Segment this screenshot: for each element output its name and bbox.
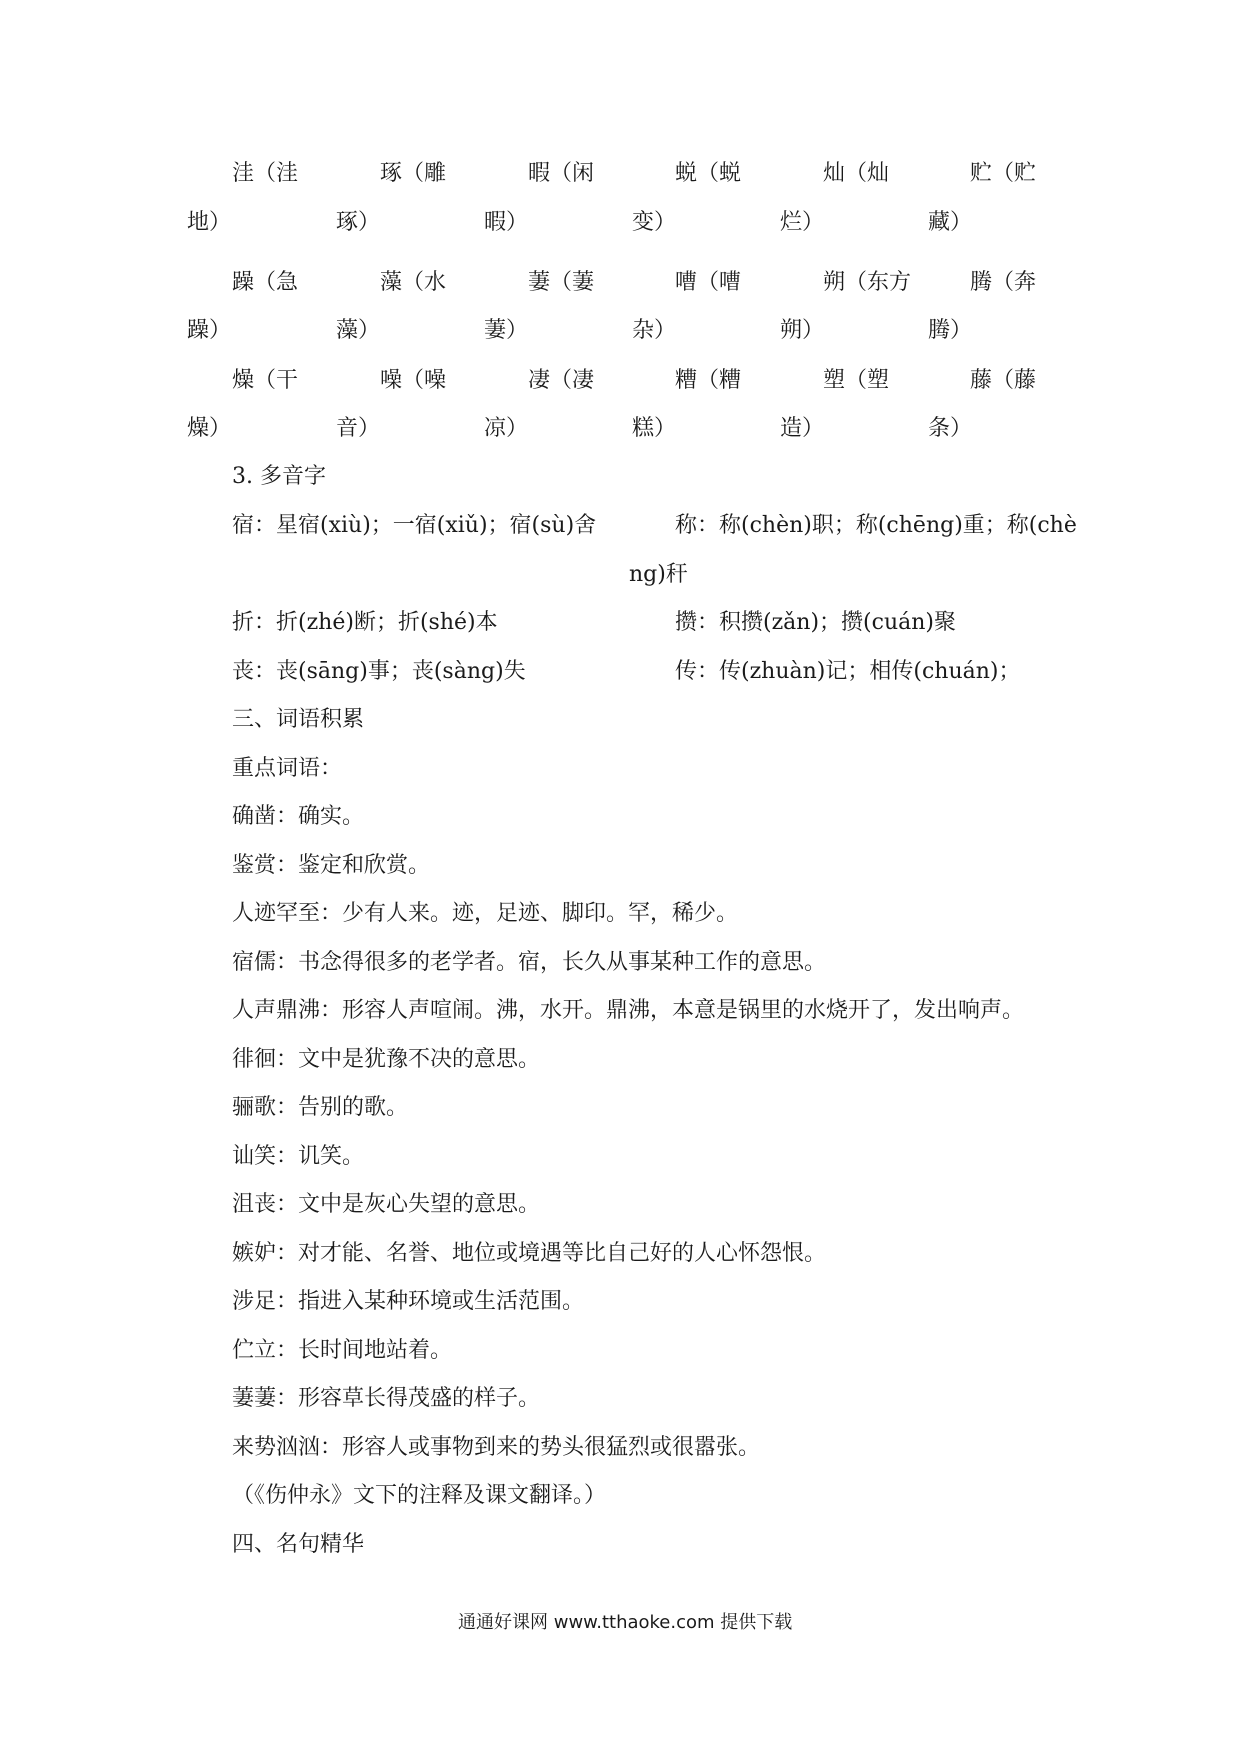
- char-cell: 腾（奔: [970, 270, 1037, 295]
- polyphone-entry: 传：传(zhuàn)记；相传(chuán)；: [675, 659, 1021, 684]
- polyphone-entry: 称：称(chèn)职；称(chēng)重；称(chè: [675, 513, 1077, 538]
- char-cell: 琢（雕: [380, 161, 447, 186]
- vocab-entry: 徘徊：文中是犹豫不决的意思。: [232, 1047, 541, 1072]
- char-cell: 洼（洼: [232, 161, 299, 186]
- vocab-entry: 萋萋：形容草长得茂盛的样子。: [232, 1386, 541, 1411]
- char-cell: 腾）: [928, 318, 973, 343]
- char-cell: 糟（糟: [675, 368, 742, 393]
- char-cell: 燥）: [187, 416, 232, 441]
- char-cell: 朔）: [780, 318, 825, 343]
- char-cell: 躁（急: [232, 270, 299, 295]
- char-cell: 灿（灿: [823, 161, 890, 186]
- char-cell: 萋）: [484, 318, 529, 343]
- char-cell: 变）: [632, 210, 677, 235]
- char-cell: 嘈（嘈: [675, 270, 742, 295]
- char-cell: 朔（东方: [823, 270, 912, 295]
- char-cell: 躁）: [187, 318, 232, 343]
- vocab-subheading: 重点词语：: [232, 756, 343, 781]
- char-cell: 燥（干: [232, 368, 299, 393]
- char-cell: 地）: [187, 210, 232, 235]
- polyphone-entry: 折：折(zhé)断；折(shé)本: [232, 610, 498, 635]
- polyphone-heading: 3. 多音字: [232, 464, 326, 489]
- vocab-entry: 宿儒：书念得很多的老学者。宿，长久从事某种工作的意思。: [232, 950, 827, 975]
- char-cell: 条）: [928, 416, 973, 441]
- char-cell: 音）: [336, 416, 381, 441]
- char-cell: 噪（噪: [380, 368, 447, 393]
- section-heading-famous-quotes: 四、名句精华: [232, 1532, 365, 1557]
- vocab-entry: 人声鼎沸：形容人声喧闹。沸，水开。鼎沸，本意是锅里的水烧开了，发出响声。: [232, 998, 1025, 1023]
- char-cell: 藻（水: [380, 270, 447, 295]
- char-cell: 藏）: [928, 210, 973, 235]
- vocab-entry: 沮丧：文中是灰心失望的意思。: [232, 1192, 541, 1217]
- vocab-entry: 嫉妒：对才能、名誉、地位或境遇等比自己好的人心怀怨恨。: [232, 1241, 827, 1266]
- vocab-entry: 讪笑：讥笑。: [232, 1144, 365, 1169]
- vocab-note: （《伤仲永》文下的注释及课文翻译。）: [232, 1483, 607, 1508]
- vocab-entry: 涉足：指进入某种环境或生活范围。: [232, 1289, 585, 1314]
- polyphone-entry: 宿：星宿(xiù)；一宿(xiǔ)；宿(sù)舍: [232, 513, 597, 538]
- page-footer: 通通好课网 www.tthaoke.com 提供下载: [458, 1612, 793, 1633]
- polyphone-entry: 攒：积攒(zǎn)；攒(cuán)聚: [675, 610, 956, 635]
- char-cell: 贮（贮: [970, 161, 1037, 186]
- char-cell: 凄（凄: [528, 368, 595, 393]
- char-cell: 造）: [780, 416, 825, 441]
- char-cell: 塑（塑: [823, 368, 890, 393]
- char-cell: 藻）: [336, 318, 381, 343]
- char-cell: 暇（闲: [528, 161, 595, 186]
- char-cell: 糕）: [632, 416, 677, 441]
- char-cell: 萋（萋: [528, 270, 595, 295]
- polyphone-entry-continued: ng)秆: [629, 562, 688, 587]
- vocab-entry: 来势汹汹：形容人或事物到来的势头很猛烈或很嚣张。: [232, 1435, 761, 1460]
- char-cell: 烂）: [780, 210, 825, 235]
- vocab-entry: 确凿：确实。: [232, 804, 365, 829]
- vocab-entry: 鉴赏：鉴定和欣赏。: [232, 853, 431, 878]
- vocab-entry: 人迹罕至：少有人来。迹，足迹、脚印。罕，稀少。: [232, 901, 739, 926]
- char-cell: 杂）: [632, 318, 677, 343]
- char-cell: 琢）: [336, 210, 381, 235]
- vocab-entry: 骊歌：告别的歌。: [232, 1095, 409, 1120]
- section-heading: 三、词语积累: [232, 707, 365, 732]
- char-cell: 蜕（蜕: [675, 161, 742, 186]
- char-cell: 藤（藤: [970, 368, 1037, 393]
- polyphone-entry: 丧：丧(sāng)事；丧(sàng)失: [232, 659, 526, 684]
- vocab-entry: 伫立：长时间地站着。: [232, 1338, 453, 1363]
- char-cell: 暇）: [484, 210, 529, 235]
- char-cell: 凉）: [484, 416, 529, 441]
